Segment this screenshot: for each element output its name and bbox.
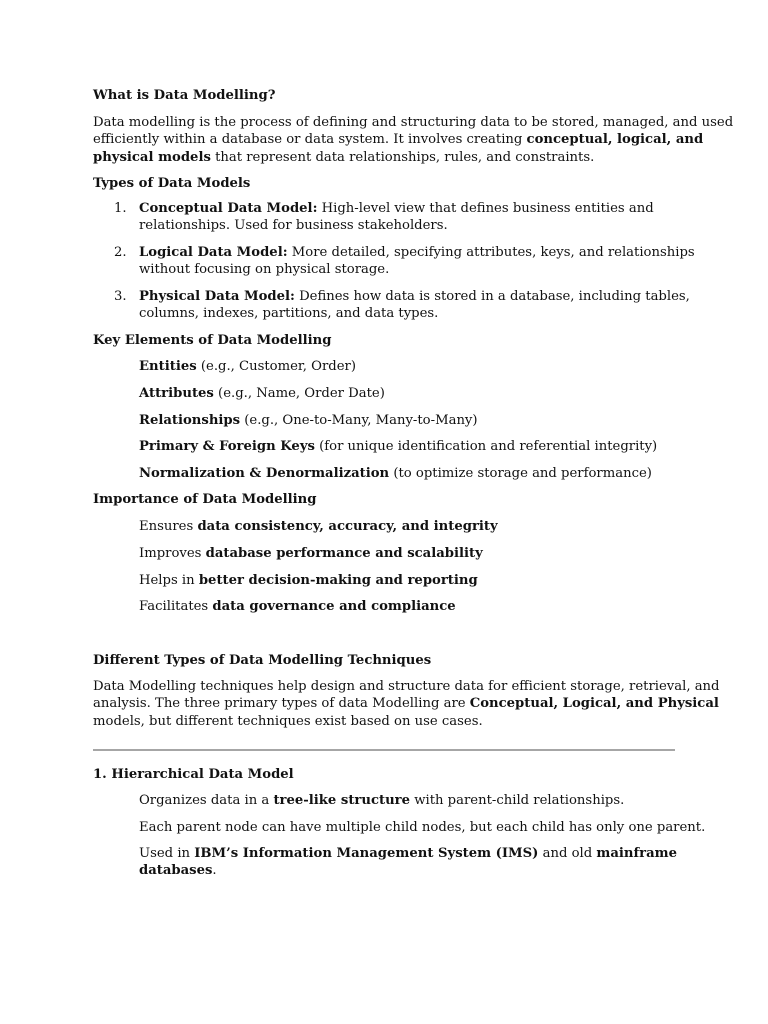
bold-text: Logical Data Model: bbox=[139, 245, 288, 260]
list-item bbox=[139, 412, 478, 429]
list-item bbox=[139, 518, 498, 535]
text: analysis. The three primary types of data Modelling are bbox=[93, 696, 470, 712]
heading-techniques: Different Types of Data Modelling Techniques bbox=[93, 653, 432, 668]
text: (for unique identification and referential integrity) bbox=[314, 439, 658, 454]
bold-text: better decision-making and reporting bbox=[198, 573, 478, 588]
text: . bbox=[212, 863, 217, 879]
bold-text: Relationships bbox=[139, 413, 241, 428]
bold-text: data governance and compliance bbox=[212, 599, 456, 614]
list-item bbox=[139, 845, 677, 880]
list-item bbox=[139, 572, 478, 589]
list-item bbox=[139, 385, 385, 402]
text: with parent-child relationships. bbox=[410, 793, 625, 808]
bold-text: Normalization & Denormalization bbox=[139, 466, 390, 481]
text: (e.g., Customer, Order) bbox=[196, 359, 356, 374]
text: relationships. Used for business stakeholders. bbox=[139, 218, 448, 234]
text: Facilitates bbox=[139, 599, 213, 614]
bold-text: Primary & Foreign Keys bbox=[139, 439, 315, 454]
text: High-level view that defines business entities and bbox=[317, 201, 654, 216]
text: Helps in bbox=[139, 573, 199, 588]
list-item bbox=[139, 598, 456, 615]
list-item bbox=[139, 438, 657, 455]
bold-text: database performance and scalability bbox=[205, 546, 483, 561]
heading-importance: Importance of Data Modelling bbox=[93, 492, 317, 507]
text: Ensures bbox=[139, 519, 198, 534]
text: Defines how data is stored in a database, including tables, bbox=[294, 289, 690, 304]
text: Data modelling is the process of defining and structuring data to be stored, managed, and used bbox=[93, 115, 734, 130]
bold-text: Conceptual, Logical, and Physical bbox=[469, 696, 719, 712]
heading-what-is-data-modelling: What is Data Modelling? bbox=[93, 88, 276, 103]
text: columns, indexes, partitions, and data types. bbox=[139, 306, 439, 322]
heading-hierarchical-model: 1. Hierarchical Data Model bbox=[93, 767, 294, 782]
list-item bbox=[139, 465, 652, 482]
bold-text: tree-like structure bbox=[273, 793, 410, 808]
text: Organizes data in a bbox=[139, 793, 274, 808]
text: (to optimize storage and performance) bbox=[389, 466, 652, 481]
list-item bbox=[139, 545, 483, 562]
bold-text: physical models bbox=[93, 149, 211, 165]
text: Used in bbox=[139, 846, 195, 861]
text: Improves bbox=[139, 546, 206, 561]
list-item bbox=[139, 200, 654, 235]
techniques-paragraph bbox=[93, 678, 720, 730]
text: models, but different techniques exist based on use cases. bbox=[93, 713, 483, 729]
bold-text: IBM’s Information Management System (IMS) bbox=[194, 846, 539, 861]
list-number: 2. bbox=[114, 245, 127, 260]
text: that represent data relationships, rules, and constraints. bbox=[210, 149, 595, 165]
text: and old bbox=[538, 846, 597, 861]
bold-text: data consistency, accuracy, and integrity bbox=[197, 519, 498, 534]
bold-text: mainframe bbox=[596, 846, 678, 861]
horizontal-rule bbox=[93, 749, 675, 751]
list-item bbox=[139, 792, 624, 809]
bold-text: Entities bbox=[139, 359, 197, 374]
bold-text: Conceptual Data Model: bbox=[139, 201, 318, 216]
list-number: 1. bbox=[114, 201, 127, 216]
list-item bbox=[139, 288, 690, 323]
list-number: 3. bbox=[114, 289, 127, 304]
bold-text: Attributes bbox=[139, 386, 214, 401]
text: without focusing on physical storage. bbox=[139, 262, 390, 278]
text: More detailed, specifying attributes, keys, and relationships bbox=[287, 245, 695, 260]
text: efficiently within a database or data system. It involves creating bbox=[93, 132, 527, 148]
heading-types-of-data-models: Types of Data Models bbox=[93, 176, 251, 191]
bold-text: Physical Data Model: bbox=[139, 289, 295, 304]
text: (e.g., One-to-Many, Many-to-Many) bbox=[240, 413, 478, 428]
bold-text: conceptual, logical, and bbox=[526, 132, 704, 148]
list-item bbox=[139, 358, 356, 375]
list-item bbox=[139, 819, 705, 836]
bold-text: databases bbox=[139, 863, 213, 879]
heading-key-elements: Key Elements of Data Modelling bbox=[93, 333, 332, 348]
text: Each parent node can have multiple child nodes, but each child has only one parent. bbox=[139, 820, 706, 835]
text: (e.g., Name, Order Date) bbox=[213, 386, 385, 401]
list-item bbox=[139, 244, 695, 279]
text: Data Modelling techniques help design and structure data for efficient storage, retrieval, and bbox=[93, 679, 720, 694]
intro-paragraph bbox=[93, 114, 733, 166]
